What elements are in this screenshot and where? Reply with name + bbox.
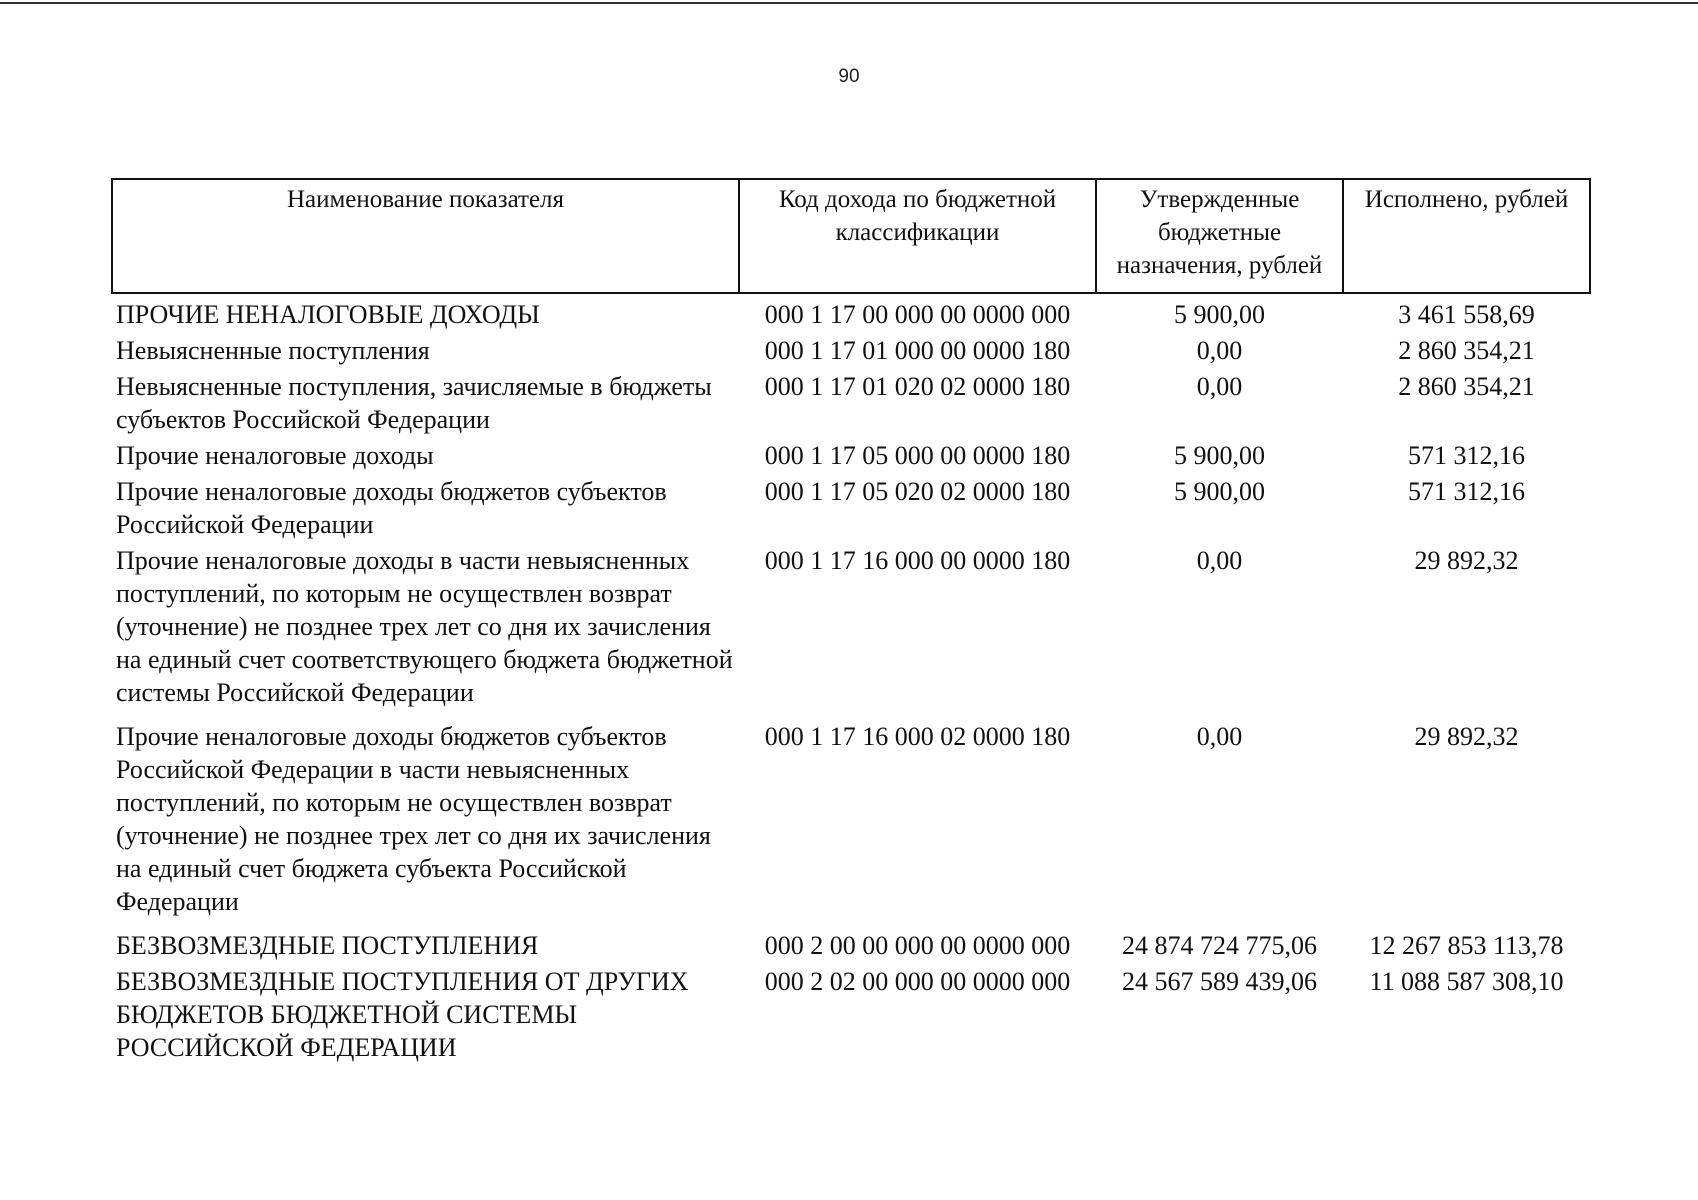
row-executed: 29 892,32 bbox=[1414, 722, 1519, 751]
row-approved: 24 567 589 439,06 bbox=[1122, 967, 1317, 996]
row-approved: 5 900,00 bbox=[1174, 441, 1265, 470]
table-row bbox=[112, 439, 1590, 475]
row-executed: 2 860 354,21 bbox=[1398, 372, 1535, 401]
row-code: 000 1 17 01 020 02 0000 180 bbox=[764, 372, 1071, 401]
row-code: 000 1 17 05 000 00 0000 180 bbox=[764, 441, 1071, 470]
row-name: Невыясненные поступления bbox=[116, 336, 430, 365]
table-row bbox=[112, 929, 1590, 965]
row-code: 000 2 02 00 000 00 0000 000 bbox=[764, 967, 1071, 996]
row-code: 000 1 17 16 000 00 0000 180 bbox=[764, 546, 1071, 575]
table-row bbox=[112, 370, 1590, 439]
row-executed: 29 892,32 bbox=[1414, 546, 1519, 575]
row-approved: 0,00 bbox=[1196, 546, 1243, 575]
revenue-table bbox=[111, 178, 1591, 1067]
row-name: Прочие неналоговые доходы в части невыясненных поступлений, по которым не осуществлен возврат (уточнение) не позднее трех лет со дня их зачисления на единый счет соответствующего бюджета бюджетной системы Российской Федерации bbox=[116, 546, 733, 707]
table-row bbox=[112, 544, 1590, 720]
table-row bbox=[112, 475, 1590, 544]
row-executed: 11 088 587 308,10 bbox=[1369, 967, 1564, 996]
row-approved: 24 874 724 775,06 bbox=[1122, 931, 1317, 960]
table-row bbox=[112, 965, 1590, 1067]
row-code: 000 1 17 05 020 02 0000 180 bbox=[764, 477, 1071, 506]
header-executed-amount: Исполнено, рублей bbox=[1343, 179, 1590, 293]
row-name: Прочие неналоговые доходы bbox=[116, 441, 434, 470]
row-executed: 12 267 853 113,78 bbox=[1369, 931, 1564, 960]
table-row bbox=[112, 720, 1590, 929]
row-approved: 5 900,00 bbox=[1174, 477, 1265, 506]
row-name: Прочие неналоговые доходы бюджетов субъектов Российской Федерации bbox=[116, 477, 667, 539]
row-executed: 2 860 354,21 bbox=[1398, 336, 1535, 365]
row-code: 000 2 00 00 000 00 0000 000 bbox=[764, 931, 1071, 960]
top-border-line bbox=[0, 2, 1698, 4]
row-executed: 3 461 558,69 bbox=[1398, 300, 1535, 329]
table-header-row bbox=[112, 179, 1590, 293]
row-name: БЕЗВОЗМЕЗДНЫЕ ПОСТУПЛЕНИЯ ОТ ДРУГИХ БЮДЖЕТОВ БЮДЖЕТНОЙ СИСТЕМЫ РОССИЙСКОЙ ФЕДЕРАЦИИ bbox=[116, 967, 689, 1062]
row-approved: 0,00 bbox=[1196, 722, 1243, 751]
header-approved-amount: Утвержденные бюджетные назначения, рублей bbox=[1096, 179, 1343, 293]
row-name: БЕЗВОЗМЕЗДНЫЕ ПОСТУПЛЕНИЯ bbox=[116, 931, 539, 960]
row-code: 000 1 17 00 000 00 0000 000 bbox=[764, 300, 1071, 329]
page-number: 90 bbox=[838, 66, 860, 87]
row-approved: 0,00 bbox=[1196, 372, 1243, 401]
row-executed: 571 312,16 bbox=[1408, 477, 1525, 506]
row-approved: 0,00 bbox=[1196, 336, 1243, 365]
row-approved: 5 900,00 bbox=[1174, 300, 1265, 329]
row-name: Прочие неналоговые доходы бюджетов субъектов Российской Федерации в части невыясненных поступлений, по которым не осуществлен возврат (уточнение) не позднее трех лет со дня их зачисления на единый счет бюджета субъекта Российской Федерации bbox=[116, 722, 711, 916]
header-indicator-name: Наименование показателя bbox=[112, 179, 739, 293]
table-row bbox=[112, 293, 1590, 334]
table-row bbox=[112, 334, 1590, 370]
row-executed: 571 312,16 bbox=[1408, 441, 1525, 470]
row-name: ПРОЧИЕ НЕНАЛОГОВЫЕ ДОХОДЫ bbox=[116, 300, 540, 329]
row-code: 000 1 17 16 000 02 0000 180 bbox=[764, 722, 1071, 751]
header-budget-code: Код дохода по бюджетной классификации bbox=[739, 179, 1096, 293]
row-code: 000 1 17 01 000 00 0000 180 bbox=[764, 336, 1071, 365]
row-name: Невыясненные поступления, зачисляемые в бюджеты субъектов Российской Федерации bbox=[116, 372, 712, 434]
